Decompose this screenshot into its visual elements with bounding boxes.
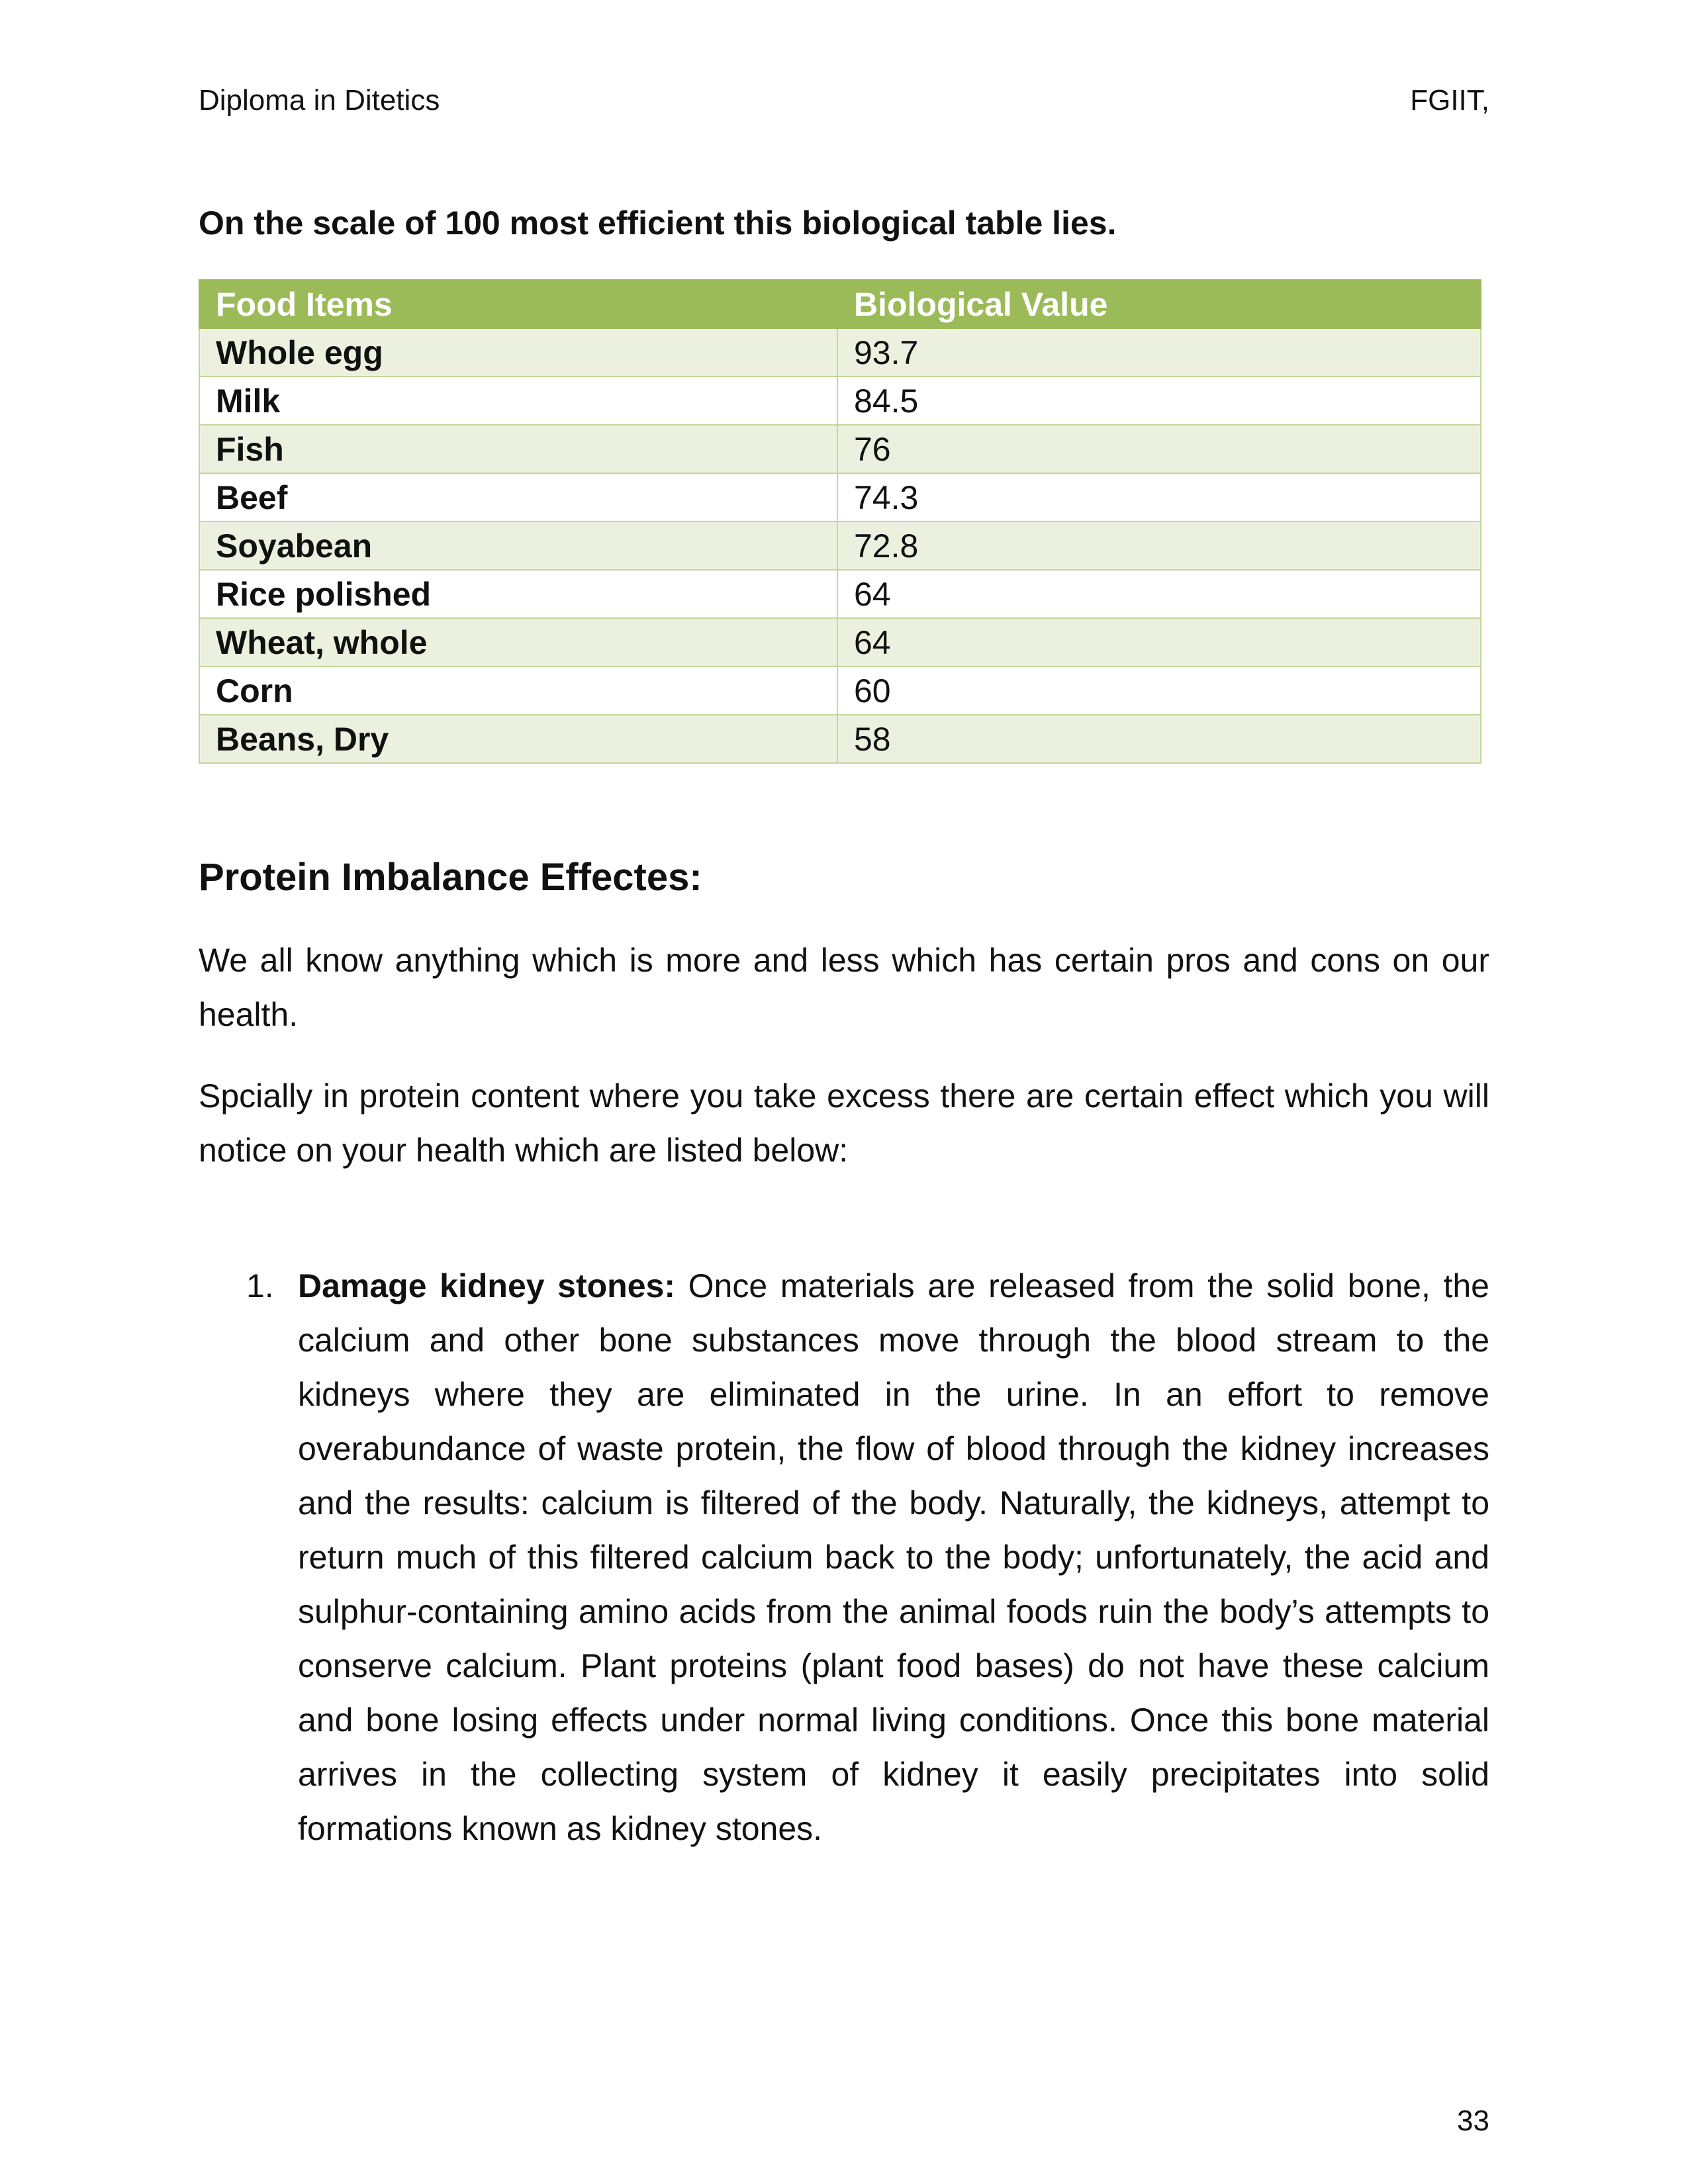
biological-value-table [199, 279, 1481, 764]
column-header-food-items: Food Items [199, 280, 837, 328]
list-item [246, 1259, 1489, 1856]
food-item-cell: Fish [199, 425, 837, 473]
header-institute: FGIIT, [1410, 84, 1489, 116]
biological-value-cell: 76 [837, 425, 1481, 473]
food-item-cell: Soyabean [199, 522, 837, 570]
table-caption: On the scale of 100 most efficient this biological table lies. [199, 205, 1117, 242]
food-item-cell: Beans, Dry [199, 715, 837, 763]
biological-value-cell: 74.3 [837, 473, 1481, 522]
table-row [199, 522, 1481, 570]
table-row [199, 377, 1481, 425]
food-item-cell: Whole egg [199, 328, 837, 377]
table-row [199, 473, 1481, 522]
column-header-biological-value: Biological Value [837, 280, 1481, 328]
table-row [199, 570, 1481, 618]
intro-paragraph: We all know anything which is more and less which has certain pros and cons on our health. [199, 942, 1489, 1033]
table-row [199, 328, 1481, 377]
food-item-cell: Milk [199, 377, 837, 425]
section-heading: Protein Imbalance Effectes: [199, 856, 702, 899]
page-number: 33 [1457, 2105, 1489, 2137]
list-item-text: Once materials are released from the solid bone, the calcium and other bone substances move through the blood stream to the kidneys where they are eliminated in the urine. In an effort to remove overabundance of waste protein, the flow of blood through the kidney increases and the results: calcium is filtered of the body. Naturally, the kidneys, attempt to return much of this filtered calcium back to the body; unfortunately, the acid and sulphur-containing amino acids from the animal foods ruin the body’s attempts to conserve calcium. Plant proteins (plant food bases) do not have these calcium and bone losing effects under normal living conditions. Once this bone material arrives in the collecting system of kidney it easily precipitates into solid formations known as kidney stones. [298, 1267, 1489, 1847]
biological-value-cell: 64 [837, 618, 1481, 666]
table-row [199, 666, 1481, 715]
food-item-cell: Wheat, whole [199, 618, 837, 666]
list-item-heading: Damage kidney stones: [298, 1267, 675, 1304]
excess-protein-paragraph: Spcially in protein content where you take excess there are certain effect which you will notice on your health which are listed below: [199, 1077, 1489, 1169]
food-item-cell: Beef [199, 473, 837, 522]
table-row [199, 425, 1481, 473]
table-row [199, 715, 1481, 763]
header-course-title: Diploma in Ditetics [199, 84, 440, 116]
food-item-cell: Corn [199, 666, 837, 715]
biological-value-cell: 93.7 [837, 328, 1481, 377]
table-header-row [199, 280, 1481, 328]
biological-value-cell: 72.8 [837, 522, 1481, 570]
list-item-number: 1. [246, 1267, 274, 1304]
biological-value-cell: 64 [837, 570, 1481, 618]
food-item-cell: Rice polished [199, 570, 837, 618]
biological-value-cell: 58 [837, 715, 1481, 763]
biological-value-cell: 84.5 [837, 377, 1481, 425]
table-row [199, 618, 1481, 666]
biological-value-cell: 60 [837, 666, 1481, 715]
